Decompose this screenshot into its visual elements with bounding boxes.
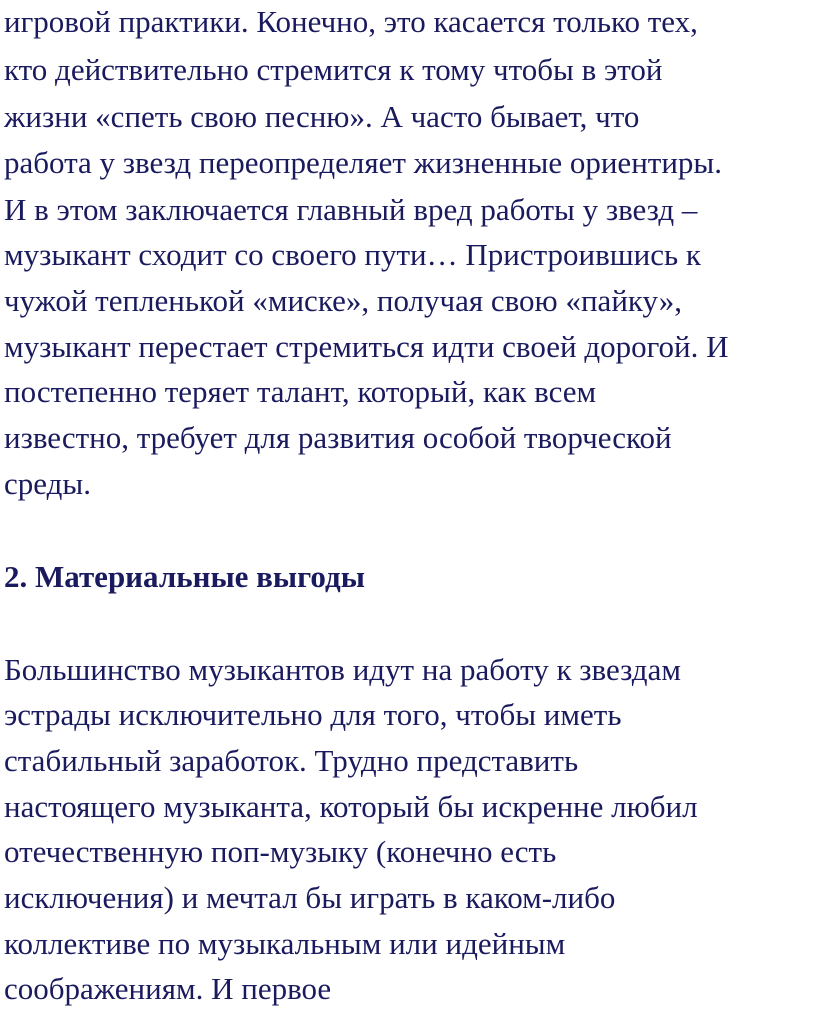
text-line: исключения) и мечтал бы играть в каком-либо <box>4 880 616 915</box>
text-line: чужой тепленькой «миске», получая свою «пайку», <box>4 283 683 318</box>
text-line: кто действительно стремится к тому чтобы в этой <box>4 52 663 87</box>
text-line: жизни «спеть свою песню». А часто бывает, что <box>4 99 640 134</box>
text-line: настоящего музыканта, который бы искренне любил <box>4 789 698 824</box>
text-line: известно, требует для развития особой творческой <box>4 420 672 455</box>
text-line: работа у звезд переопределяет жизненные ориентиры. <box>4 145 722 180</box>
section-heading: 2. Материальные выгоды <box>4 559 365 594</box>
text-line: среды. <box>4 466 91 501</box>
text-line: эстрады исключительно для того, чтобы иметь <box>4 697 622 732</box>
text-line: коллективе по музыкальным или идейным <box>4 926 566 961</box>
text-line: игровой практики. Конечно, это касается только тех, <box>4 4 698 39</box>
text-line: соображениям. И первое <box>4 971 332 1006</box>
text-line: постепенно теряет талант, который, как всем <box>4 374 597 409</box>
text-line: Большинство музыкантов идут на работу к звездам <box>4 652 681 687</box>
text-line: стабильный заработок. Трудно представить <box>4 743 579 778</box>
text-line: музыкант перестает стремиться идти своей дорогой. И <box>4 329 729 364</box>
text-line: музыкант сходит со своего пути… Пристроившись к <box>4 237 701 272</box>
text-line: отечественную поп-музыку (конечно есть <box>4 834 557 869</box>
text-line: И в этом заключается главный вред работы у звезд – <box>4 192 698 227</box>
